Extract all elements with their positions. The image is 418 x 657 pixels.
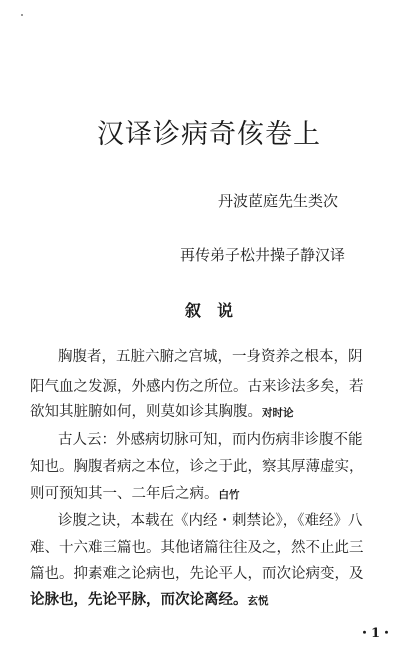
citation-note: 白竹 [218, 489, 240, 501]
scan-speck [21, 14, 23, 16]
paragraph-2-line-1: 古人云：外感病切脉可知，而内伤病非诊腹不能 [58, 432, 363, 448]
paragraph-2-line-2: 知也。胸腹者病之本位，诊之于此，察其厚薄虚实， [30, 459, 364, 475]
page-number: ・1・ [358, 626, 394, 641]
citation-note: 对时论 [262, 407, 294, 419]
paragraph-1-line-3 [30, 405, 294, 420]
paragraph-3-line-4 [30, 593, 269, 608]
paragraph-1-line-2: 阳气血之发源，外感内伤之所位。古来诊法多矣，若 [30, 379, 364, 395]
author-line: 丹波茝庭先生类次 [218, 192, 339, 210]
paragraph-2-text: 则可预知其一、二年后之病。 [30, 486, 219, 502]
paragraph-2-line-3 [30, 487, 240, 502]
citation-note: 玄悦 [247, 595, 269, 607]
paragraph-3-line-2: 难、十六难三篇也。其他诸篇往往及之，然不止此三 [30, 540, 364, 556]
translator-line: 再传弟子松井操子静汉译 [180, 246, 346, 264]
paragraph-3-text: 论脉也，先论平脉，而次论离经。 [30, 591, 248, 608]
section-heading: 叙 说 [184, 301, 233, 320]
chapter-title: 汉译诊病奇侅卷上 [97, 119, 321, 150]
paragraph-3-line-1: 诊腹之诀，本载在《内经・刺禁论》，《难经》八 [58, 513, 363, 529]
paragraph-1-line-1: 胸腹者，五脏六腑之宫城，一身资养之根本，阴 [58, 349, 363, 365]
paragraph-3-line-3: 篇也。抑素难之论病也，先论平人，而次论病变，及 [30, 566, 364, 582]
paragraph-1-text: 欲知其脏腑如何，则莫如诊其胸腹。 [30, 404, 262, 420]
